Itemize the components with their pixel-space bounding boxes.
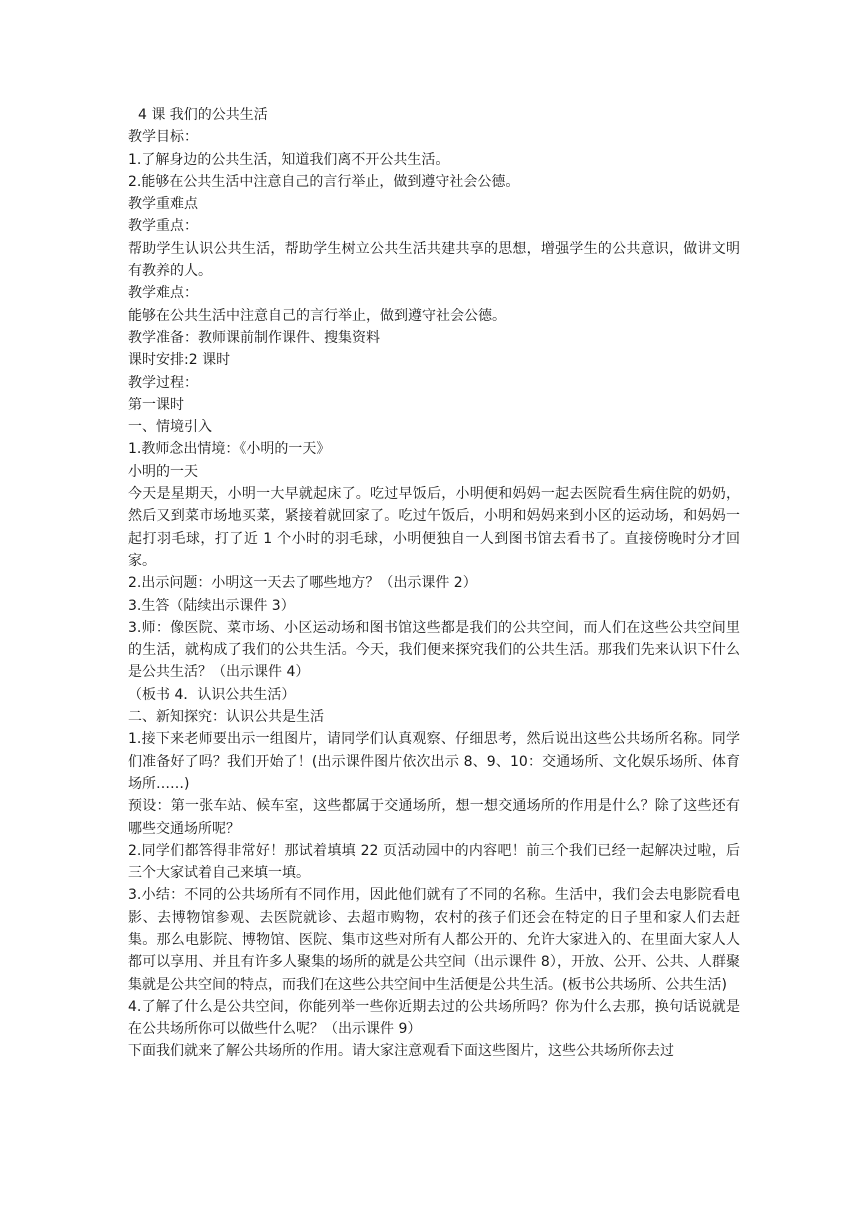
- document-page: [128, 104, 740, 1063]
- paragraph: 1.接下来老师要出示一组图片，请同学们认真观察、仔细思考，然后说出这些公共场所名称。同学们准备好了吗？我们开始了！(出示课件图片依次出示 8、9、10：交通场所、文化娱乐场所、体育场所……): [128, 731, 740, 792]
- paragraph: 3.生答（陆续出示课件 3）: [128, 597, 295, 614]
- paragraph: 教学重点：: [128, 218, 198, 235]
- paragraph: （板书 4．认识公共生活）: [128, 686, 296, 703]
- paragraph: 课时安排:2 课时: [128, 352, 231, 369]
- paragraph: 2.同学们都答得非常好！那试着填填 22 页活动园中的内容吧！前三个我们已经一起解决过啦，后三个大家试着自己来填一填。: [128, 842, 740, 882]
- paragraph: 3.小结：不同的公共场所有不同作用，因此他们就有了不同的名称。生活中，我们会去电影院看电影、去博物馆参观、去医院就诊、去超市购物，农村的孩子们还会在特定的日子里和家人们去赶集。那么电影院、博物馆、医院、集市这些对所有人都公开的、允许大家进入的、在里面大家人人都可以享用、并且有许多人聚集的场所的就是公共空间（出示课件 8），开放、公开、公共、人群聚集就是公共空间的特点，而我们在这些公共空间中生活便是公共生活。(板书公共场所、公共生活): [128, 887, 740, 993]
- paragraph: 教学重难点: [128, 196, 198, 213]
- paragraph: 第一课时: [128, 396, 184, 413]
- document-title: 4 课 我们的公共生活: [138, 107, 268, 123]
- paragraph: 二、新知探究：认识公共是生活: [128, 709, 324, 726]
- paragraph: 4.了解了什么是公共空间，你能列举一些你近期去过的公共场所吗？你为什么去那，换句话说就是在公共场所你可以做些什么呢？（出示课件 9）: [128, 998, 740, 1038]
- paragraph: 1.了解身边的公共生活，知道我们离不开公共生活。: [128, 151, 450, 168]
- paragraph: 3.师：像医院、菜市场、小区运动场和图书馆这些都是我们的公共空间，而人们在这些公共空间里的生活，就构成了我们的公共生活。今天，我们便来探究我们的公共生活。那我们先来认识下什么是公共生活？（出示课件 4）: [128, 619, 740, 681]
- paragraph: 下面我们就来了解公共场所的作用。请大家注意观看下面这些图片，这些公共场所你去过: [128, 1043, 674, 1060]
- paragraph: 一、情境引入: [128, 419, 212, 436]
- paragraph: 小明的一天: [128, 463, 198, 480]
- paragraph: 教学过程：: [128, 374, 198, 391]
- paragraph: 2.出示问题：小明这一天去了哪些地方？（出示课件 2）: [128, 575, 477, 592]
- paragraph: 预设：第一张车站、候车室，这些都属于交通场所，想一想交通场所的作用是什么？除了这些还有哪些交通场所呢？: [128, 798, 740, 837]
- paragraph: 今天是星期天，小明一大早就起床了。吃过早饭后，小明便和妈妈一起去医院看生病住院的奶奶，然后又到菜市场地买菜，紧接着就回家了。吃过午饭后，小明和妈妈来到小区的运动场，和妈妈一起打羽毛球，打了近 1 个小时的羽毛球，小明便独自一人到图书馆去看书了。直接傍晚时分才回家。: [128, 486, 740, 569]
- paragraph: 帮助学生认识公共生活，帮助学生树立公共生活共建共享的思想，增强学生的公共意识，做讲文明有教养的人。: [128, 240, 740, 280]
- paragraph: 2.能够在公共生活中注意自己的言行举止，做到遵守社会公德。: [128, 173, 520, 190]
- paragraph: 教学准备：教师课前制作课件、搜集资料: [128, 329, 380, 346]
- paragraph: 能够在公共生活中注意自己的言行举止，做到遵守社会公德。: [128, 307, 506, 324]
- paragraph: 1.教师念出情境：《小明的一天》: [128, 441, 331, 458]
- paragraph: 教学难点：: [128, 285, 198, 302]
- paragraph: 教学目标：: [128, 129, 198, 146]
